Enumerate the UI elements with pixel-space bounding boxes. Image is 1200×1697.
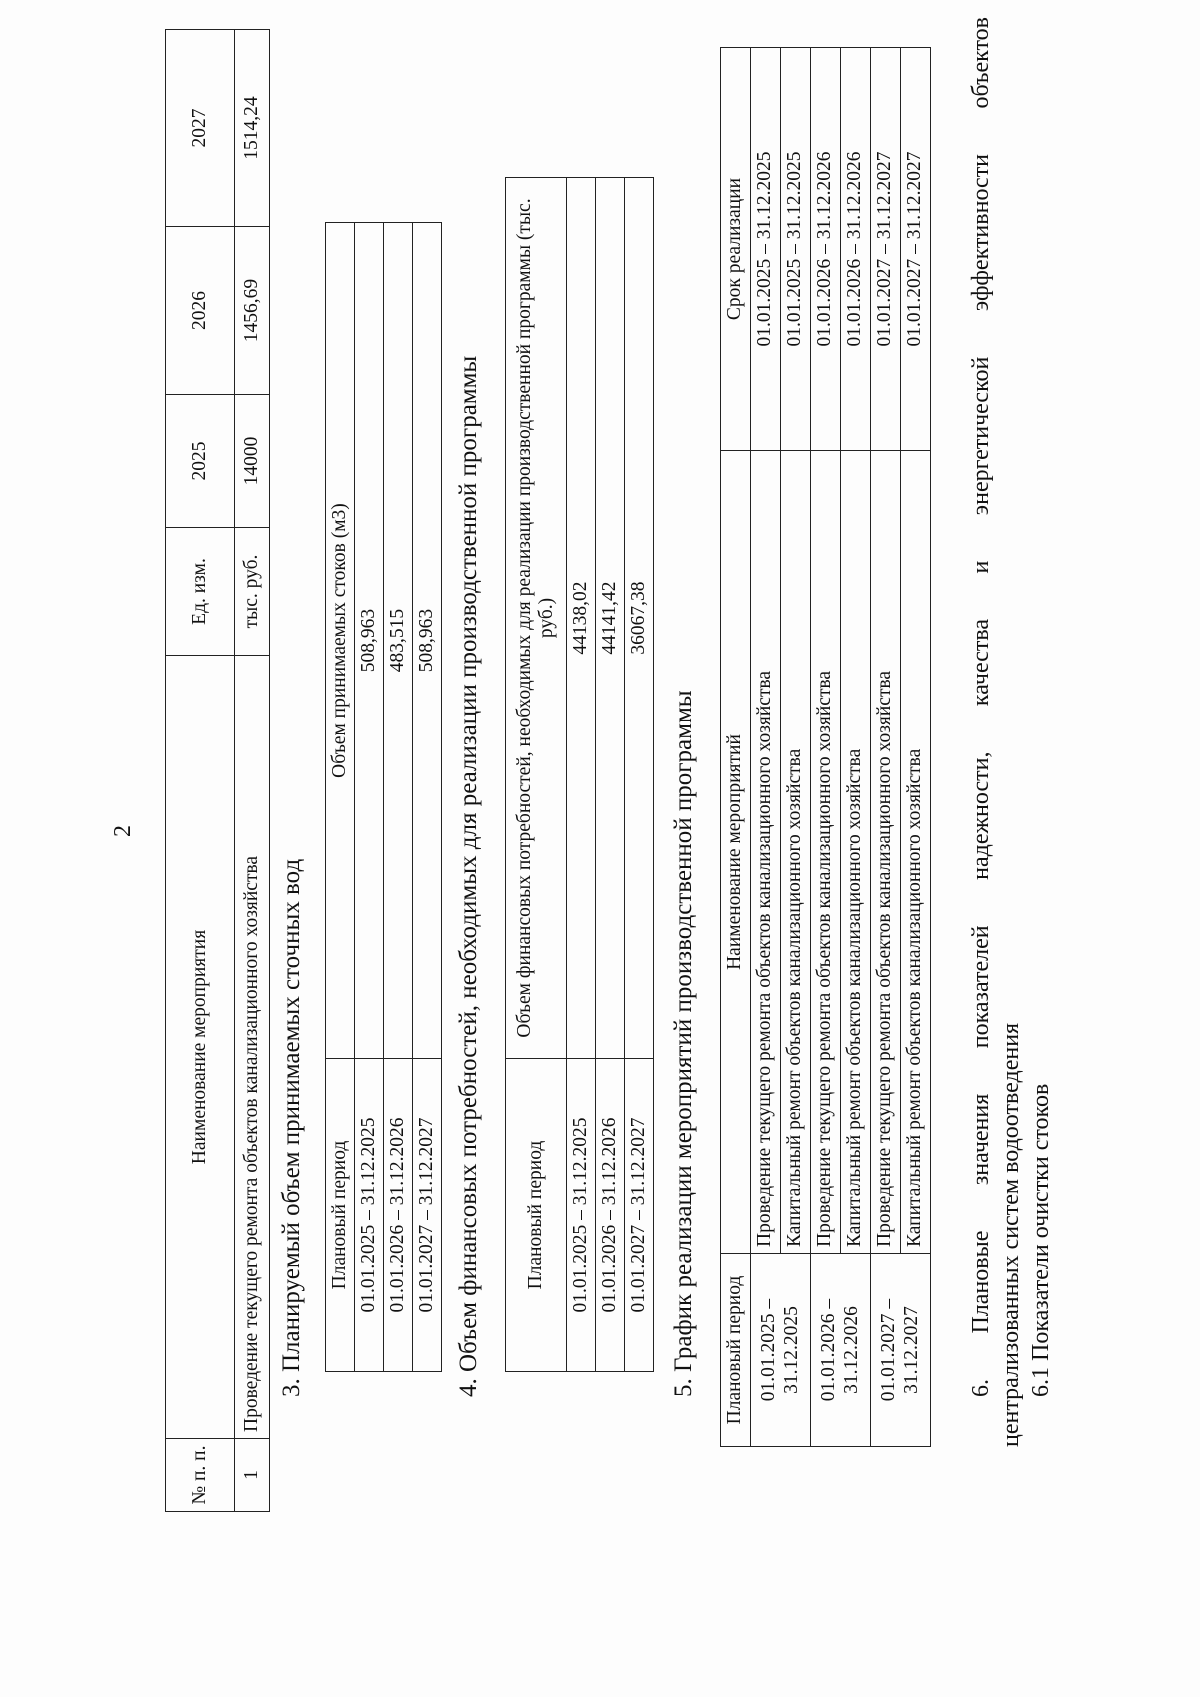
cell-name: Проведение текущего ремонта объектов канализационного хозяйства [235, 656, 270, 1439]
cell-measure: Проведение текущего ремонта объектов канализационного хозяйства [811, 451, 841, 1254]
section-6-title-line1: 6. Плановые значения показателей надежности, качества и энергетической эффективности объектов [968, 17, 994, 1397]
cell-period: 01.01.2027 – 31.12.2027 [871, 1254, 931, 1447]
cell-unit: тыс. руб. [235, 528, 270, 656]
table-row [567, 178, 596, 1372]
col-header-volume: Объем принимаемых стоков (м3) [326, 223, 355, 1059]
cell-measure: Проведение текущего ремонта объектов канализационного хозяйства [871, 451, 901, 1254]
cell-measure: Капитальный ремонт объектов канализационного хозяйства [841, 451, 871, 1254]
cell-volume: 508,963 [413, 223, 442, 1059]
cell-measure: Проведение текущего ремонта объектов канализационного хозяйства [751, 451, 781, 1254]
page-number: 2 [110, 825, 136, 837]
cell-period: 01.01.2025 – 31.12.2025 [567, 1059, 596, 1372]
measures-cost-table [165, 29, 270, 1512]
cell-2027: 1514,24 [235, 30, 270, 227]
col-header-name: Наименование мероприятия [166, 656, 235, 1439]
table-row [413, 223, 442, 1372]
table-row [781, 48, 811, 1447]
cell-period: 01.01.2026 – 31.12.2026 [384, 1059, 413, 1372]
col-header-deadline: Срок реализации [721, 48, 751, 451]
table-row [751, 48, 781, 1447]
cell-period: 01.01.2025 – 31.12.2025 [751, 1254, 811, 1447]
col-header-period: Плановый период [326, 1059, 355, 1372]
section-6-title-line2: централизованных систем водоотведения [998, 1022, 1024, 1447]
col-header-2027: 2027 [166, 30, 235, 227]
financial-needs-table [505, 177, 654, 1372]
cell-period: 01.01.2026 – 31.12.2026 [811, 1254, 871, 1447]
cell-deadline: 01.01.2027 – 31.12.2027 [871, 48, 901, 451]
table-row [841, 48, 871, 1447]
col-header-measures: Наименование мероприятий [721, 451, 751, 1254]
cell-finance: 44138,02 [567, 178, 596, 1059]
table-row [625, 178, 654, 1372]
cell-deadline: 01.01.2025 – 31.12.2025 [751, 48, 781, 451]
table-row [596, 178, 625, 1372]
col-header-period: Плановый период [721, 1254, 751, 1447]
cell-volume: 508,963 [355, 223, 384, 1059]
table-row [384, 223, 413, 1372]
section-3-title: 3. Планируемый объем принимаемых сточных вод [278, 858, 305, 1397]
cell-period: 01.01.2026 – 31.12.2026 [596, 1059, 625, 1372]
cell-deadline: 01.01.2026 – 31.12.2026 [811, 48, 841, 451]
cell-volume: 483,515 [384, 223, 413, 1059]
section-4-title: 4. Объем финансовых потребностей, необходимых для реализации производственной программы [455, 355, 482, 1397]
table-header-row [166, 30, 235, 1512]
col-header-unit: Ед. изм. [166, 528, 235, 656]
table-header-row [721, 48, 751, 1447]
table-row [235, 30, 270, 1512]
cell-period: 01.01.2027 – 31.12.2027 [413, 1059, 442, 1372]
col-header-2026: 2026 [166, 227, 235, 395]
cell-measure: Капитальный ремонт объектов канализационного хозяйства [901, 451, 931, 1254]
cell-2025: 14000 [235, 395, 270, 528]
cell-finance: 36067,38 [625, 178, 654, 1059]
schedule-table [720, 47, 931, 1447]
cell-measure: Капитальный ремонт объектов канализационного хозяйства [781, 451, 811, 1254]
table-header-row [506, 178, 567, 1372]
col-header-period: Плановый период [506, 1059, 567, 1372]
cell-number: 1 [235, 1439, 270, 1512]
col-header-finance: Объем финансовых потребностей, необходимых для реализации производственной программы (тыс. руб.) [506, 178, 567, 1059]
cell-period: 01.01.2027 – 31.12.2027 [625, 1059, 654, 1372]
section-5-title: 5. График реализации мероприятий производственной программы [670, 690, 697, 1397]
cell-deadline: 01.01.2026 – 31.12.2026 [841, 48, 871, 451]
table-row [871, 48, 901, 1447]
table-row [811, 48, 841, 1447]
col-header-number: № п. п. [166, 1439, 235, 1512]
cell-2026: 1456,69 [235, 227, 270, 395]
wastewater-volume-table [325, 222, 442, 1372]
table-header-row [326, 223, 355, 1372]
cell-period: 01.01.2025 – 31.12.2025 [355, 1059, 384, 1372]
table-row [901, 48, 931, 1447]
cell-deadline: 01.01.2025 – 31.12.2025 [781, 48, 811, 451]
col-header-2025: 2025 [166, 395, 235, 528]
cell-finance: 44141,42 [596, 178, 625, 1059]
cell-deadline: 01.01.2027 – 31.12.2027 [901, 48, 931, 451]
section-6-1-subtitle: 6.1 Показатели очистки стоков [1028, 1083, 1054, 1397]
table-row [355, 223, 384, 1372]
